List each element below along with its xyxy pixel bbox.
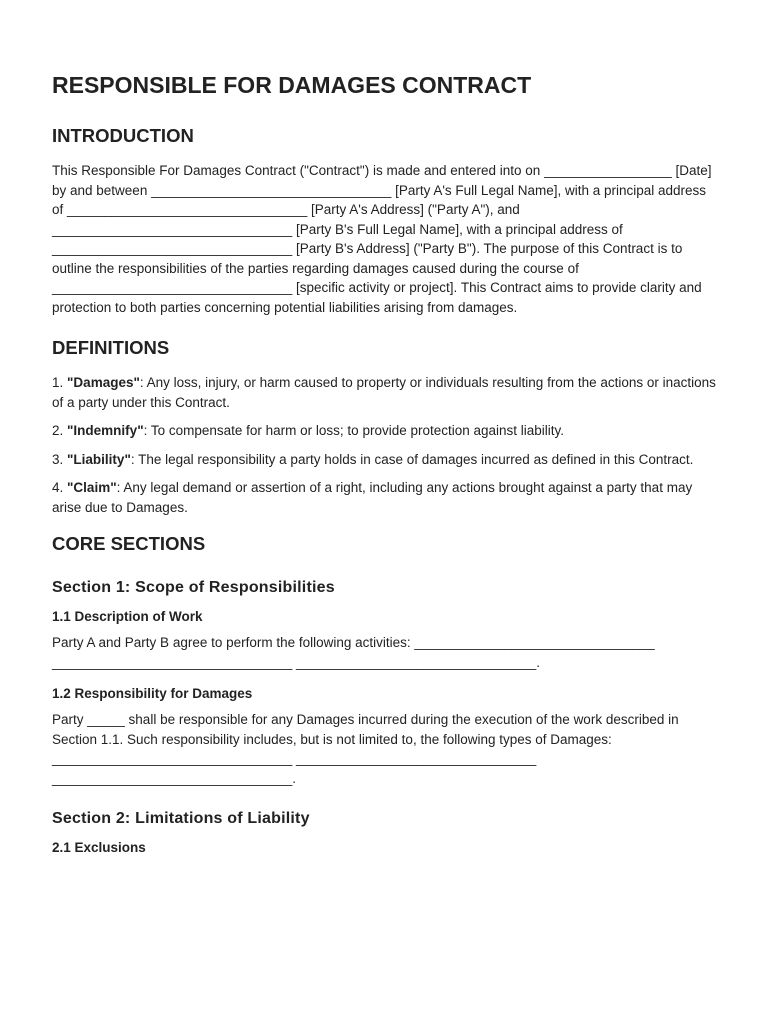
definition-number: 4.: [52, 480, 64, 495]
core-sections-heading: CORE SECTIONS: [52, 533, 206, 554]
definitions-heading: DEFINITIONS: [52, 337, 170, 358]
definition-item: [52, 373, 718, 412]
document-title: RESPONSIBLE FOR DAMAGES CONTRACT: [52, 72, 532, 98]
subsection-2-1-heading: 2.1 Exclusions: [52, 840, 146, 855]
subsection-1-1-heading: 1.1 Description of Work: [52, 609, 203, 624]
definition-text: : The legal responsibility a party holds in case of damages incurred as defined in this Contract.: [130, 451, 694, 467]
definition-term: "Liability": [67, 451, 131, 467]
definition-item: [52, 421, 718, 441]
introduction-paragraph: This Responsible For Damages Contract ("Contract") is made and entered into on _________________ [Date] by and between ________________________________ [Party A's Full Legal Name], with a principal address of ________________________________ [Party A's Address] ("Party A"), and ________________________________ [Party B's Full Legal Name], with a principal address of ________________________________ [Party B's Address] ("Party B"). The purpose of this Contract is to outline the responsibilities of the parties regarding damages caused during the course of ________________________________ [specific activity or project]. This Contract aims to provide clarity and protection to both parties concerning potential liabilities arising from damages.: [52, 163, 712, 315]
subsection-1-2-heading: 1.2 Responsibility for Damages: [52, 686, 253, 701]
subsection-1-1-text: Party A and Party B agree to perform the following activities: ________________________________ ________________________________ ________________________________.: [52, 635, 655, 670]
definition-item: [52, 478, 718, 517]
section-2-heading: Section 2: Limitations of Liability: [52, 810, 310, 827]
definition-term: "Indemnify": [67, 423, 144, 438]
definition-text: : To compensate for harm or loss; to provide protection against liability.: [143, 423, 565, 438]
definition-term: "Claim": [67, 480, 117, 495]
subsection-1-2-text: Party _____ shall be responsible for any Damages incurred during the execution of the work described in Section 1.1. Such responsibility includes, but is not limited to, the following types of Damages: ________________________________ ________________________________ ________________________________.: [52, 712, 679, 786]
definitions-list: [52, 373, 718, 517]
definition-number: 2.: [52, 423, 64, 438]
section-1-heading: Section 1: Scope of Responsibilities: [52, 579, 335, 596]
definition-number: 3.: [52, 451, 64, 467]
definition-number: 1.: [52, 375, 64, 390]
definition-term: "Damages": [67, 375, 140, 390]
definition-item: [52, 450, 718, 470]
definition-text: : Any loss, injury, or harm caused to property or individuals resulting from the actions or inactions of a party under this Contract.: [52, 375, 716, 410]
introduction-heading: INTRODUCTION: [52, 125, 194, 146]
definition-text: : Any legal demand or assertion of a right, including any actions brought against a party that may arise due to Damages.: [52, 480, 693, 515]
